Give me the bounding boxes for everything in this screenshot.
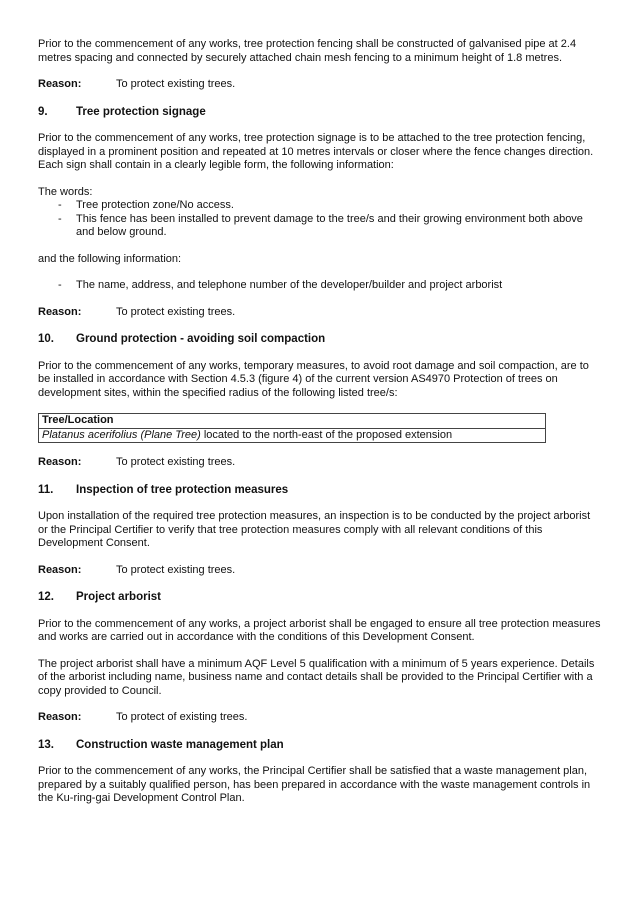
section-heading-12 [38,591,602,605]
reason-label: Reason: [38,456,82,468]
reason-text: To protect existing trees. [116,563,236,576]
list-item: - Tree protection zone/No access. [58,199,602,213]
list-item: - This fence has been installed to prevent damage to the tree/s and their growing environment both above and below ground. [58,213,602,240]
table-header-cell: Tree/Location [39,414,546,429]
table-header-row [39,414,546,429]
section-title: Construction waste management plan [76,738,284,751]
info-list [38,279,602,293]
reason-text: To protect existing trees. [116,456,236,468]
fencing-paragraph: Prior to the commencement of any works, tree protection fencing shall be constructed of galvanised pipe at 2.4 metres spacing and connected by securely attached chain mesh fencing to a minimum height of 1.8 metres. [38,38,577,64]
section-number: 9. [38,105,48,118]
section-heading-11 [38,484,602,498]
words-label: The words: [38,185,93,198]
section-number: 13. [38,738,54,751]
section-title: Inspection of tree protection measures [76,483,289,496]
reason-row [38,711,602,725]
inspection-paragraph: Upon installation of the required tree protection measures, an inspection is to be conducted by the project arborist or the Principal Certifier to verify that tree protection measures comply with all relevant conditions of this Development Consent. [38,510,591,549]
tree-location: located to the north-east of the proposed extension [200,428,453,441]
reason-label: Reason: [38,78,82,90]
ground-protection-paragraph: Prior to the commencement of any works, temporary measures, to avoid root damage and soil compaction, are to be installed in accordance with Section 4.5.3 (figure 4) of the current version AS4970 Protection of trees on development sites, within the specified radius of the following listed tree/s: [38,359,589,399]
reason-text: To protect existing trees. [116,305,236,318]
table-cell [39,428,546,443]
list-item: - The name, address, and telephone number of the developer/builder and project arborist [58,279,602,293]
reason-label: Reason: [38,563,82,576]
arborist-paragraph-2: The project arborist shall have a minimum AQF Level 5 qualification with a minimum of 5 years experience. Details of the arborist including name, business name and contact details shall be provided to the Principal Certifier with a copy provided to Council. [38,657,595,697]
reason-label: Reason: [38,305,82,318]
tree-species: Platanus acerifolius (Plane Tree) [42,428,201,441]
section-title: Ground protection - avoiding soil compaction [76,333,326,345]
section-heading-10 [38,333,602,347]
waste-paragraph: Prior to the commencement of any works, the Principal Certifier shall be satisfied that a waste management plan, prepared by a suitably qualified person, has been prepared in accordance with the waste management controls in the Ku-ring-gai Development Control Plan. [38,765,591,804]
tree-location-table [38,413,546,443]
reason-label: Reason: [38,711,82,723]
section-heading-9 [38,106,602,120]
reason-text: To protect of existing trees. [116,711,248,723]
words-list [38,199,602,240]
signage-paragraph: Prior to the commencement of any works, tree protection signage is to be attached to the tree protection fencing, displayed in a prominent position and repeated at 10 metres intervals or closer where the fence changes direction. Each sign shall contain in a clearly legible form, the following information: [38,132,594,171]
section-title: Project arborist [76,591,161,603]
table-row [39,428,546,443]
reason-row [38,78,602,92]
section-title: Tree protection signage [76,105,206,118]
section-number: 11. [38,483,54,496]
info-label: and the following information: [38,252,182,265]
reason-row [38,306,602,320]
reason-text: To protect existing trees. [116,78,236,90]
arborist-paragraph-1: Prior to the commencement of any works, a project arborist shall be engaged to ensure all tree protection measures and works are carried out in accordance with the conditions of this Development Consent. [38,617,601,643]
reason-row [38,564,602,578]
section-heading-13 [38,739,602,753]
section-number: 10. [38,333,54,345]
reason-row [38,456,602,470]
section-number: 12. [38,591,54,603]
